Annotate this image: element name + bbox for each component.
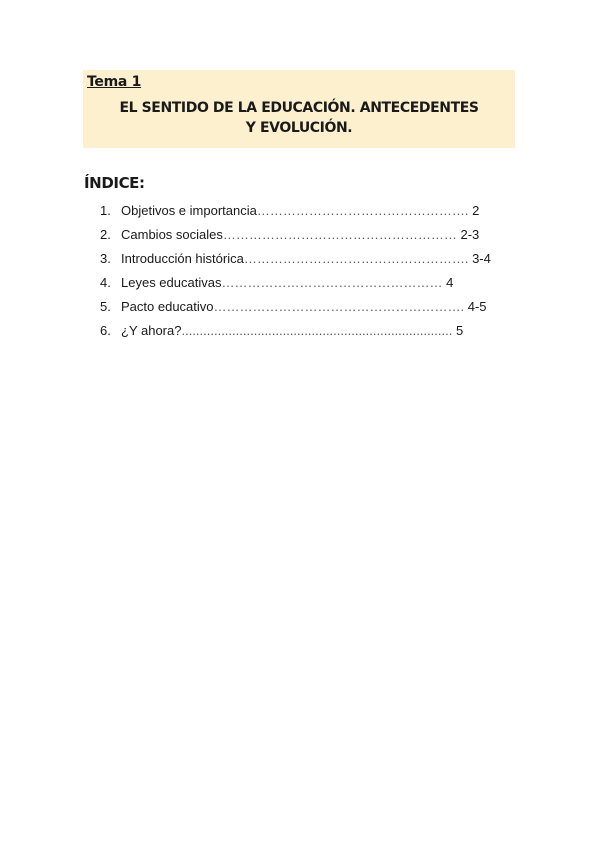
toc-leader: …………………………………………… (221, 275, 447, 290)
toc-number: 2. (100, 227, 111, 242)
toc-label: Introducción histórica (121, 251, 244, 266)
index-heading: ÍNDICE: (84, 174, 145, 192)
title-banner (83, 70, 515, 148)
toc-page: 4 (446, 275, 454, 290)
toc-label: Pacto educativo (121, 299, 214, 314)
toc-number: 6. (100, 323, 111, 338)
toc-item[interactable] (100, 201, 491, 225)
page-title (87, 98, 511, 138)
toc-leader: ……………………………………………… (222, 227, 461, 242)
toc-label: Cambios sociales (121, 227, 223, 242)
toc-number: 1. (100, 203, 111, 218)
toc-leader: …………………………………………………. (213, 299, 465, 314)
table-of-contents (100, 201, 491, 345)
toc-item[interactable] (100, 297, 491, 321)
toc-item[interactable] (100, 249, 491, 273)
toc-label: ¿Y ahora? (121, 323, 182, 338)
toc-number: 5. (100, 299, 111, 314)
toc-item[interactable] (100, 273, 491, 297)
toc-page: 5 (452, 323, 464, 338)
toc-leader: …………………………………………. (256, 203, 469, 218)
title-line-2: Y EVOLUCIÓN. (245, 120, 353, 136)
toc-leader: ……………………………………………. (243, 251, 469, 266)
toc-label: Leyes educativas (121, 275, 222, 290)
toc-item[interactable] (100, 225, 491, 249)
title-line-1: EL SENTIDO DE LA EDUCACIÓN. ANTECEDENTES (119, 100, 479, 116)
toc-page: 3-4 (468, 251, 491, 266)
toc-number: 3. (100, 251, 111, 266)
toc-number: 4. (100, 275, 111, 290)
toc-page: 2-3 (460, 227, 480, 242)
toc-page: 2 (468, 203, 480, 218)
toc-page: 4-5 (464, 299, 487, 314)
toc-label: Objetivos e importancia (121, 203, 257, 218)
toc-item[interactable] (100, 321, 491, 345)
topic-number: Tema 1 (87, 74, 142, 90)
toc-leader: ........................................................................... (181, 323, 453, 338)
